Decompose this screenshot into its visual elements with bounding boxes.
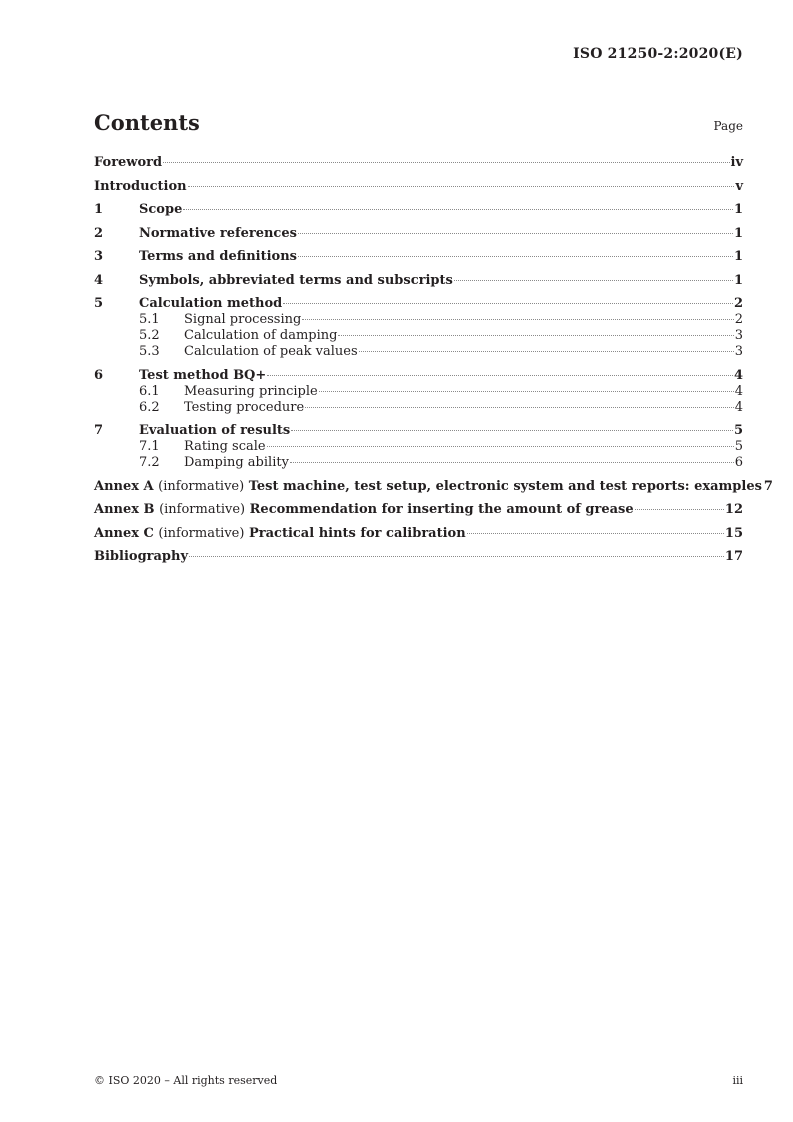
toc-title: Evaluation of results	[139, 423, 291, 438]
table-of-contents	[94, 155, 773, 573]
annex-title: Recommendation for inserting the amount of grease	[249, 502, 634, 517]
annex-type: (informative)	[158, 525, 245, 541]
toc-title: Foreword	[94, 155, 163, 170]
dot-leader	[467, 533, 724, 534]
toc-page: 1	[733, 272, 743, 288]
toc-entry-subsection-7-2[interactable]	[94, 455, 743, 471]
toc-subnumber: 5.1	[139, 312, 160, 327]
toc-page: 12	[724, 502, 743, 517]
toc-entry-subsection-5-1[interactable]	[94, 312, 743, 328]
toc-title: Calculation of peak values	[184, 344, 358, 359]
contents-header	[94, 110, 743, 135]
toc-page: 4	[734, 383, 743, 399]
toc-title: Calculation method	[139, 296, 283, 311]
toc-title: Scope	[139, 202, 183, 217]
toc-subnumber: 6.2	[139, 399, 160, 415]
dot-leader	[454, 280, 733, 281]
annex-title: Practical hints for calibration	[248, 525, 466, 541]
copyright-notice: © ISO 2020 – All rights reserved	[94, 1074, 278, 1087]
toc-title: Testing procedure	[184, 399, 305, 415]
toc-title	[94, 502, 634, 518]
annex-label: Annex C	[94, 525, 154, 541]
toc-title	[94, 479, 762, 495]
dot-leader	[338, 335, 733, 336]
dot-leader	[283, 303, 733, 304]
dot-leader	[298, 233, 733, 234]
toc-title: Symbols, abbreviated terms and subscripts	[139, 272, 453, 288]
toc-title: Calculation of damping	[184, 328, 338, 343]
page-footer	[94, 1074, 743, 1087]
dot-leader	[183, 209, 733, 210]
dot-leader	[189, 556, 724, 557]
toc-entry-section-5[interactable]	[94, 296, 743, 312]
annex-title: Test machine, test setup, electronic system and test reports: examples	[248, 478, 762, 494]
toc-page: 2	[733, 296, 743, 311]
dot-leader	[319, 391, 734, 392]
toc-entry-subsection-6-1[interactable]	[94, 384, 743, 400]
toc-title: Normative references	[139, 225, 297, 241]
toc-entry-section-4[interactable]	[94, 273, 743, 289]
dot-leader	[290, 462, 734, 463]
toc-page: 1	[733, 202, 743, 217]
dot-leader	[163, 162, 729, 163]
toc-page: 15	[724, 525, 743, 541]
page-column-label: Page	[713, 119, 743, 133]
toc-title: Measuring principle	[184, 383, 318, 399]
toc-entry-annex-b[interactable]	[94, 502, 743, 518]
toc-subnumber: 6.1	[139, 383, 160, 399]
page-title: Contents	[94, 110, 200, 135]
toc-entry-annex-c[interactable]	[94, 526, 743, 542]
dot-leader	[267, 375, 733, 376]
annex-type: (informative)	[158, 478, 245, 494]
toc-entry-subsection-6-2[interactable]	[94, 400, 743, 416]
dot-leader	[305, 407, 734, 408]
toc-number: 3	[94, 249, 104, 264]
toc-entry-subsection-5-2[interactable]	[94, 328, 743, 344]
toc-title: Signal processing	[184, 312, 302, 327]
toc-entry-bibliography[interactable]	[94, 549, 743, 565]
toc-entry-introduction[interactable]	[94, 179, 743, 195]
toc-page: 6	[734, 455, 743, 470]
toc-entry-annex-a[interactable]	[94, 478, 773, 495]
toc-entry-section-1[interactable]	[94, 202, 743, 218]
toc-page: 1	[733, 249, 743, 264]
annex-label: Annex A	[94, 478, 154, 494]
toc-title: Terms and definitions	[139, 249, 297, 264]
page-number: iii	[732, 1074, 743, 1087]
dot-leader	[302, 319, 733, 320]
toc-number: 1	[94, 202, 104, 217]
toc-subnumber: 7.1	[139, 439, 160, 454]
toc-page: 7	[763, 478, 773, 494]
toc-number: 7	[94, 423, 104, 438]
toc-number: 6	[94, 367, 104, 383]
toc-page: v	[735, 178, 743, 194]
toc-title: Rating scale	[184, 439, 266, 454]
toc-title: Introduction	[94, 178, 187, 194]
toc-entry-section-6[interactable]	[94, 368, 743, 384]
document-id: ISO 21250-2:2020(E)	[573, 46, 743, 62]
toc-subnumber: 7.2	[139, 455, 160, 470]
dot-leader	[298, 256, 733, 257]
toc-title: Bibliography	[94, 549, 189, 564]
toc-number: 4	[94, 272, 104, 288]
toc-page: 3	[734, 328, 743, 343]
toc-page: 3	[734, 344, 743, 359]
toc-title: Damping ability	[184, 455, 289, 470]
toc-page: 4	[733, 367, 743, 383]
toc-page: 17	[724, 549, 743, 564]
dot-leader	[188, 186, 735, 187]
toc-page: 5	[733, 423, 743, 438]
toc-title	[94, 526, 466, 542]
toc-page: iv	[730, 155, 743, 170]
toc-number: 2	[94, 225, 104, 241]
toc-entry-subsection-5-3[interactable]	[94, 344, 743, 360]
toc-subnumber: 5.3	[139, 344, 160, 359]
toc-entry-subsection-7-1[interactable]	[94, 439, 743, 455]
dot-leader	[635, 509, 724, 510]
toc-page: 5	[734, 439, 743, 454]
toc-page: 4	[734, 399, 743, 415]
toc-entry-foreword[interactable]	[94, 155, 743, 171]
annex-label: Annex B	[94, 502, 155, 517]
toc-entry-section-3[interactable]	[94, 249, 743, 265]
toc-page: 2	[734, 312, 743, 327]
dot-leader	[267, 446, 734, 447]
toc-title: Test method BQ+	[139, 367, 267, 383]
dot-leader	[359, 351, 734, 352]
toc-entry-section-7[interactable]	[94, 423, 743, 439]
dot-leader	[291, 430, 733, 431]
toc-entry-section-2[interactable]	[94, 226, 743, 242]
annex-type: (informative)	[159, 502, 246, 517]
toc-subnumber: 5.2	[139, 328, 160, 343]
toc-number: 5	[94, 296, 104, 311]
toc-page: 1	[733, 225, 743, 241]
